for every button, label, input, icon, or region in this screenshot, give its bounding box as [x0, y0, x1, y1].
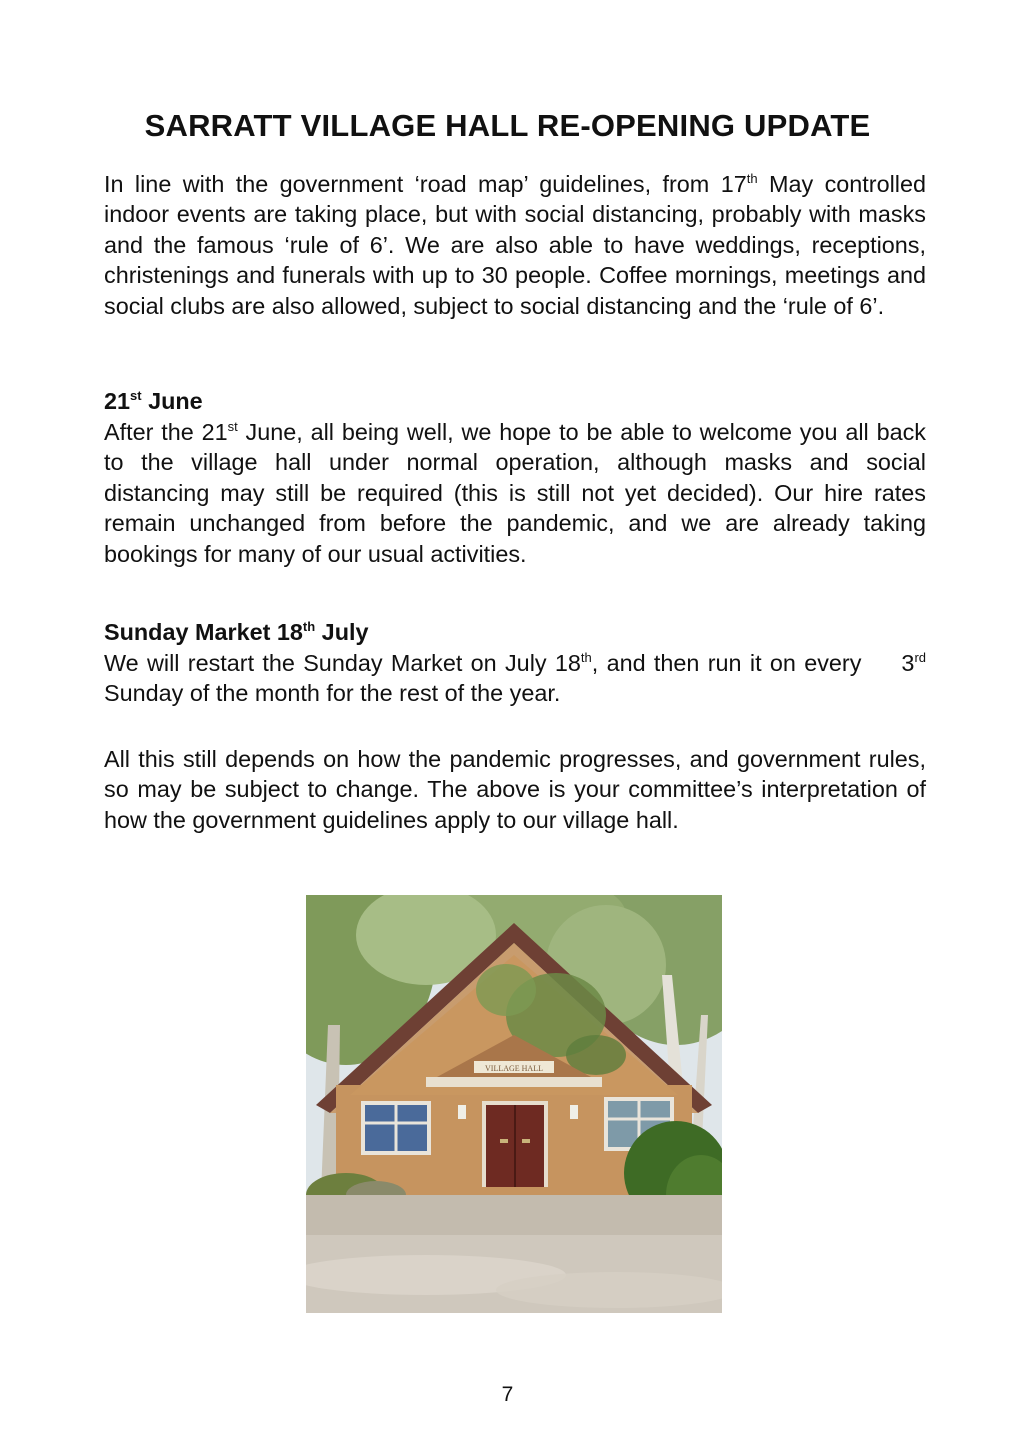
intro-sup: th	[746, 171, 758, 186]
june-sup: st	[227, 419, 238, 434]
intro-paragraph	[104, 169, 926, 321]
june-heading-sup: st	[130, 388, 142, 403]
market-paragraph	[104, 648, 926, 709]
village-hall-photo	[306, 895, 722, 1313]
market-heading-suffix: July	[315, 619, 369, 645]
june-heading-num: 21	[104, 388, 131, 414]
intro-text-a: In line with the government ‘road map’ guidelines, from 17	[104, 171, 747, 197]
june-heading-text: June	[141, 388, 203, 414]
market-heading	[104, 617, 926, 647]
june-text-a: After the 21	[104, 419, 228, 445]
market-sup-a: th	[580, 650, 592, 665]
june-text-b: June, all being well, we hope to be able to welcome you all back to the village hall under normal operation, although masks and social distancing may still be required (this is still not yet decided). Our hire rates remain unchanged from before the pandemic, and we are already taking bookings for many of our usual activities.	[104, 419, 926, 567]
market-text-d: Sunday of the month for the rest of the year.	[104, 680, 561, 707]
page-title: SARRATT VILLAGE HALL RE-OPENING UPDATE	[144, 108, 871, 143]
market-heading-sup: th	[302, 619, 316, 634]
page-number: 7	[501, 1383, 514, 1406]
june-paragraph	[104, 417, 926, 569]
june-heading	[104, 386, 926, 416]
market-text-b: , and then run it on every	[591, 650, 862, 676]
market-heading-text: Sunday Market 18	[104, 619, 303, 645]
intro-text-b: May controlled indoor events are taking place, but with social distancing, probably with masks and the famous ‘rule of 6’. We are also able to have weddings, receptions, christenings and funerals with up to 30 people. Coffee mornings, meetings and social clubs are also allowed, subject to social distancing and the ‘rule of 6’.	[104, 171, 926, 319]
market-text-c: 3	[901, 650, 915, 676]
market-sup-c: rd	[914, 650, 926, 665]
market-text-a: We will restart the Sunday Market on July 18	[104, 650, 581, 676]
hall-sign-text: VILLAGE HALL	[485, 1064, 543, 1073]
closing-paragraph: All this still depends on how the pandemic progresses, and government rules, so may be subject to change. The above is your committee’s interpretation of how the government guidelines apply to our village hall.	[104, 746, 926, 833]
